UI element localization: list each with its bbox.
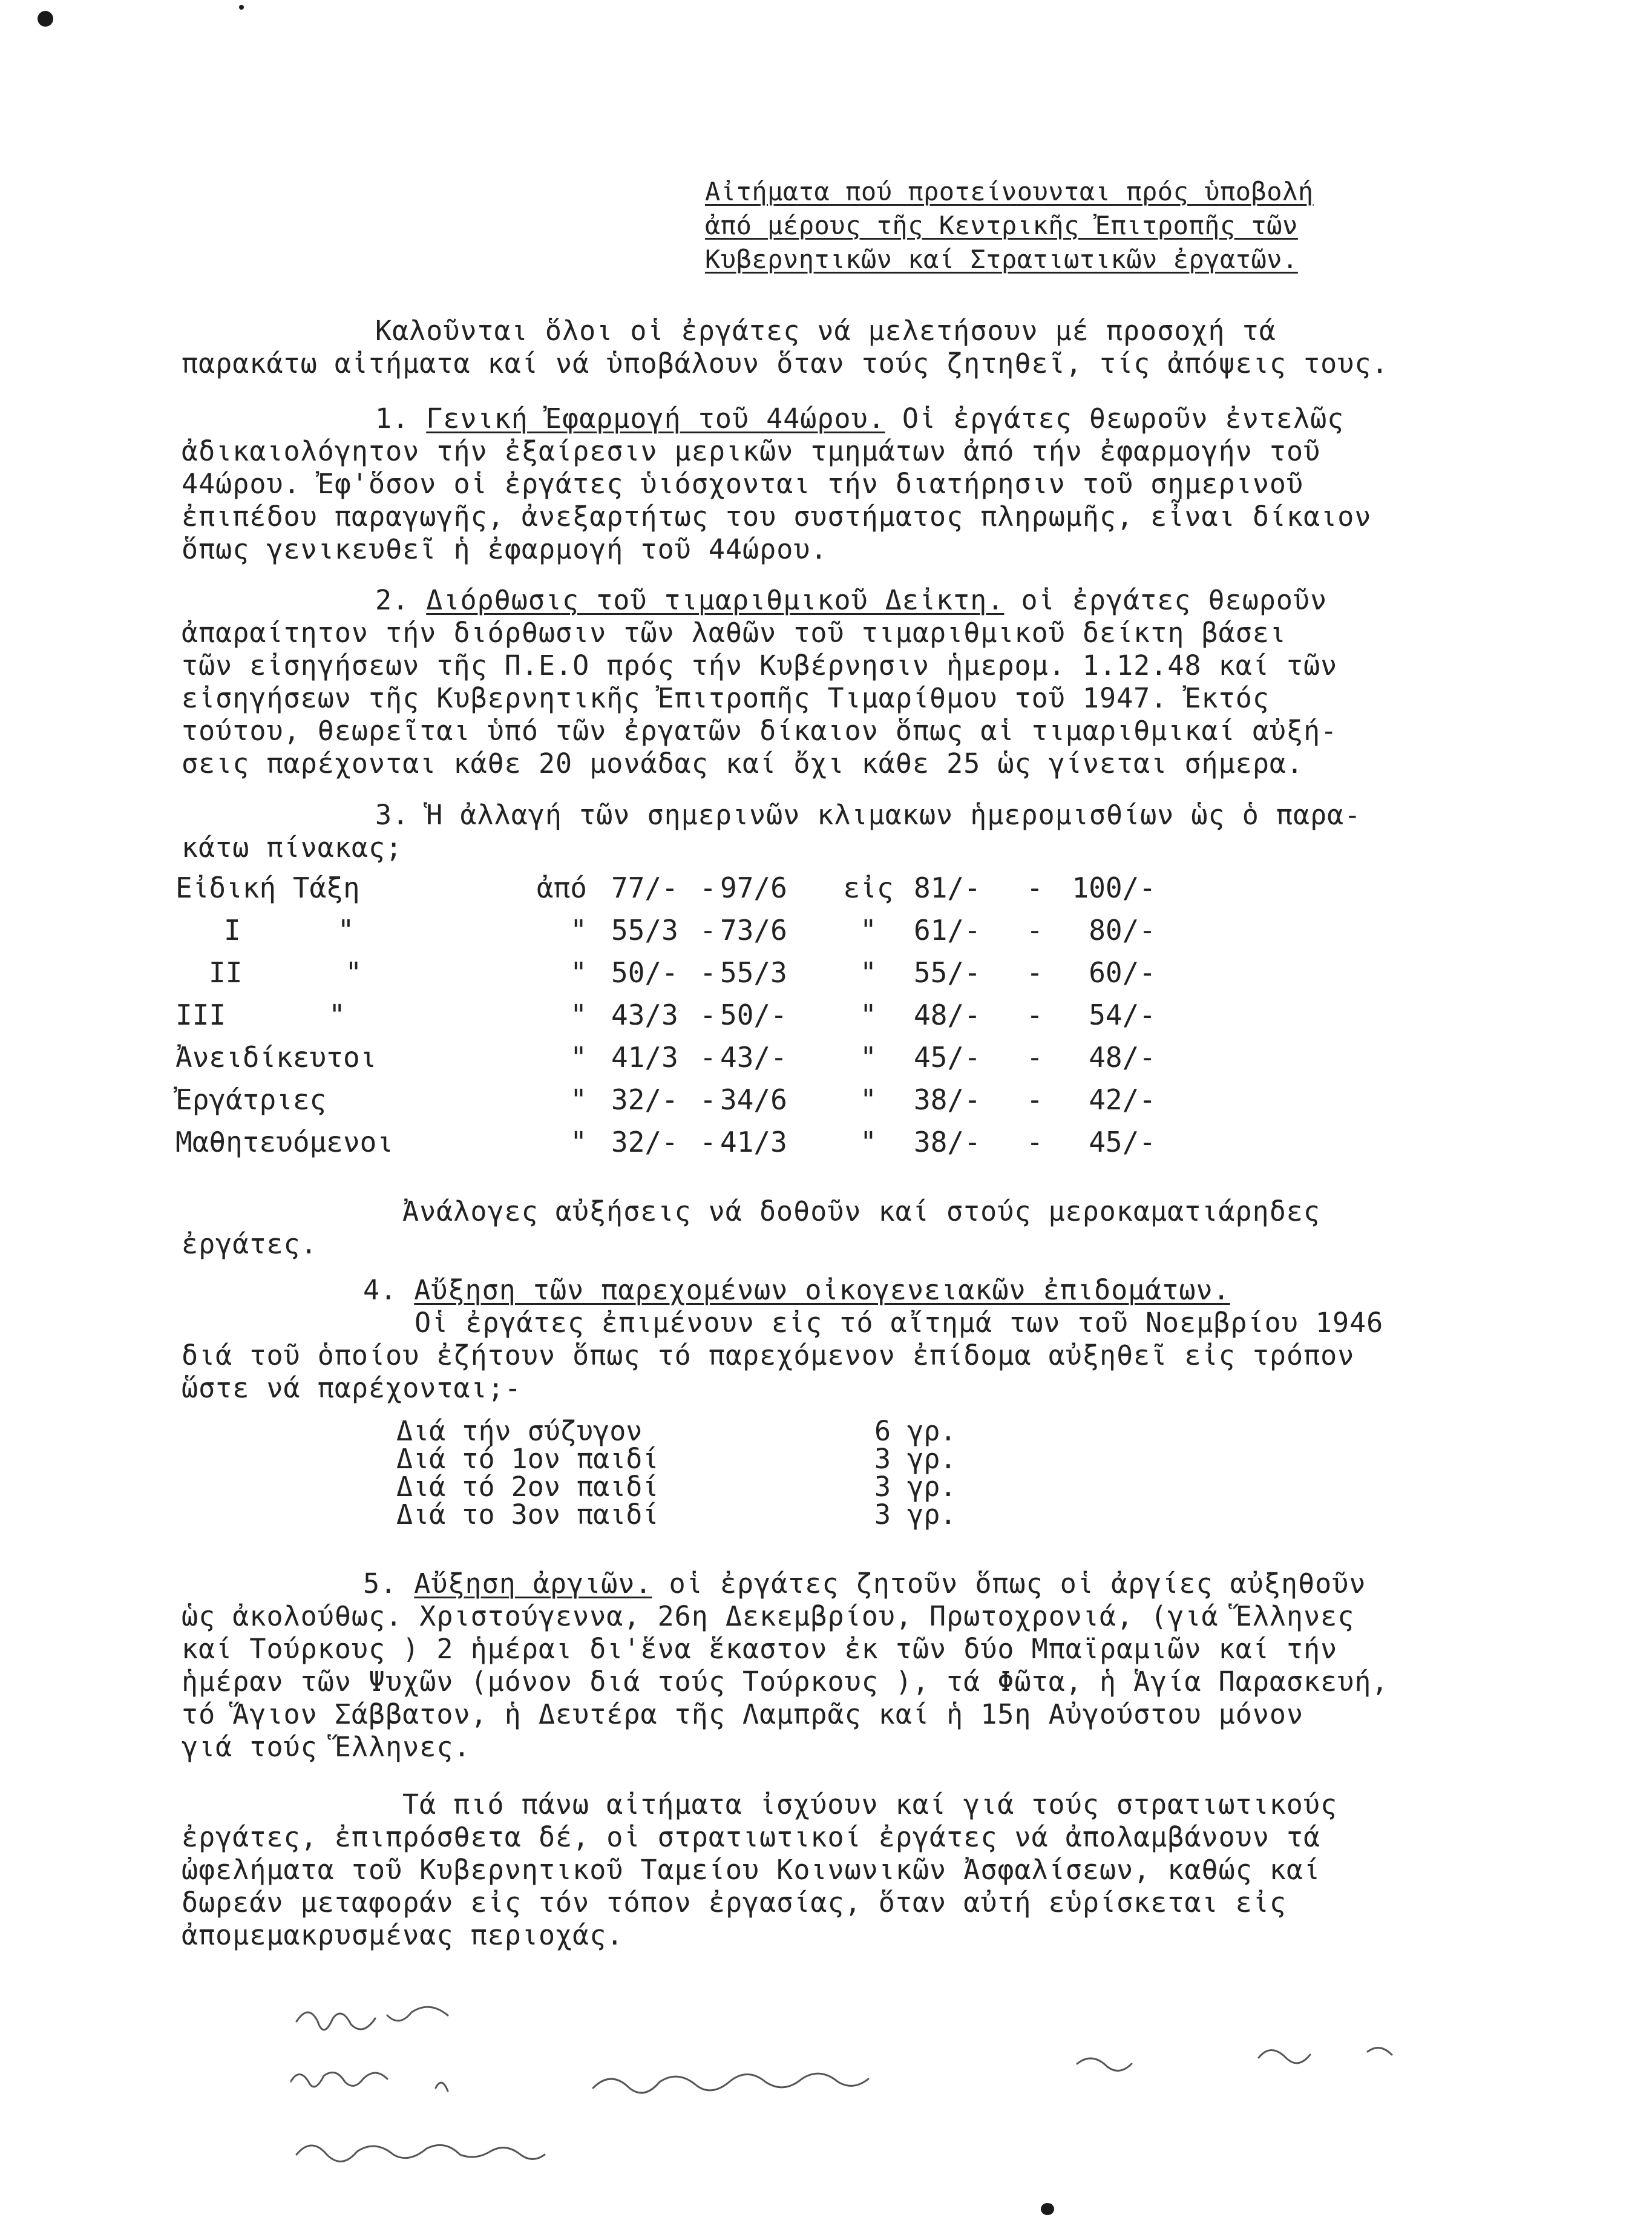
allowance-row — [396, 1501, 956, 1529]
category-cell — [175, 867, 514, 909]
category-cell — [175, 1121, 514, 1163]
category-cell — [175, 909, 514, 951]
new-min-cell: 38/- — [914, 1083, 981, 1116]
dash-cell: - — [1026, 999, 1043, 1031]
old-max-cell: 34/6 — [720, 1083, 787, 1116]
section-heading: Διόρθωσις τοῦ τιμαριθμικοῦ Δεἰκτη. — [426, 584, 1005, 616]
section-3-after — [182, 1195, 1489, 1261]
old-min-cell: 55/3 — [611, 914, 678, 947]
wage-row — [175, 1036, 1156, 1078]
text-line: τό Ἅγιον Σάββατον, ἡ Δευτέρα τῆς Λαμπρᾶς καί ἡ 15η Αὐγούστου μόνον — [182, 1698, 1304, 1730]
text-line: διά τοῦ ὁποίου ἐζήτουν ὅπως τό παρεχόμενον ἐπίδομα αὐξηθεῖ εἰς τρόπον — [182, 1339, 1355, 1371]
dash-cell: - — [1026, 1126, 1043, 1158]
text-line: ὥστε νά παρέχονται;- — [182, 1372, 522, 1404]
closing-paragraph — [182, 1788, 1489, 1952]
text-line: γιά τούς Ἕλληνες. — [182, 1731, 471, 1763]
text-line: ὡς ἀκολούθως. Χριστούγεννα, 26η Δεκεμβρίου, Πρωτοχρονιά, (γιά Ἕλληνες — [182, 1600, 1355, 1632]
old-max-cell: 97/6 — [720, 872, 787, 904]
text-line: 44ώρου. Ἐφ'ὅσον οἱ ἐργάτες ὑιόσχονται τήν διατήρησιν τοῦ σημερινοῦ — [182, 468, 1304, 500]
old-min-cell: 41/3 — [611, 1041, 678, 1074]
wage-row — [175, 951, 1156, 994]
old-max-cell: 43/- — [720, 1041, 787, 1074]
text-fragment: Ἡ ἀλλαγή τῶν σημερινῶν κλιμακων ἡμερομισθίων ὡς ὁ παρα- — [426, 799, 1362, 831]
text-line: ἀπομεμακρυσμένας περιοχάς. — [182, 1919, 624, 1951]
text-line: ἀδικαιολόγητον τήν ἐξαίρεσιν μερικῶν τμημάτων ἀπό τήν ἐφαρμογήν τοῦ — [182, 435, 1321, 467]
new-max-cell: 54/- — [1089, 999, 1156, 1031]
new-min-cell: 48/- — [914, 999, 981, 1031]
allowance-label: Διά τό 2ον παιδί — [396, 1471, 659, 1503]
old-min-cell: 77/- — [611, 872, 678, 904]
from-cell: " — [570, 1083, 587, 1116]
dash-cell: - — [700, 999, 716, 1031]
allowance-row — [396, 1417, 956, 1445]
text-fragment: οἱ ἐργάτες ζητοῦν ὅπως οἱ ἀργίες αὐξηθοῦν — [669, 1568, 1366, 1600]
text-line: Τά πιό πάνω αἰτήματα ἰσχύουν καί γιά τούς στρατιωτικούς — [402, 1788, 1338, 1820]
old-min-cell: 32/- — [611, 1083, 678, 1116]
to-cell: εἰς — [843, 872, 894, 904]
section-heading: Γενική Ἐφαρμογή τοῦ 44ώρου. — [426, 402, 885, 435]
ditto-mark: " — [345, 956, 362, 989]
new-max-cell: 60/- — [1089, 956, 1156, 989]
title-line: ἀπό μέρους τῆς Κεντρικῆς Ἐπιτροπῆς τῶν — [705, 211, 1298, 240]
allowance-row — [396, 1445, 956, 1473]
from-cell: " — [570, 999, 587, 1031]
new-max-cell: 45/- — [1089, 1126, 1156, 1158]
scan-speck — [38, 11, 53, 27]
dash-cell: - — [700, 914, 716, 947]
document-title — [705, 176, 1492, 277]
old-min-cell: 50/- — [611, 956, 678, 989]
category-cell — [175, 994, 514, 1036]
wage-row — [175, 1078, 1156, 1121]
category-label: I — [224, 914, 241, 947]
old-max-cell: 55/3 — [720, 956, 787, 989]
new-min-cell: 61/- — [914, 914, 981, 947]
to-cell: " — [860, 956, 877, 989]
text-line: ὅπως γενικευθεῖ ἡ ἐφαρμογή τοῦ 44ώρου. — [182, 533, 828, 565]
allowance-amount: 3 γρ. — [874, 1499, 957, 1531]
section-number: 2. — [375, 584, 410, 616]
text-line: ἐργάτες, ἐπιπρόσθετα δέ, οἱ στρατιωτικοί ἐργάτες νά ἀπολαμβάνουν τά — [182, 1821, 1321, 1853]
section-5 — [182, 1568, 1489, 1764]
scan-speck — [239, 5, 244, 10]
text-line: εἰσηγήσεων τῆς Κυβερνητικῆς Ἐπιτροπῆς Τιμαρίθμου τοῦ 1947. Ἐκτός — [182, 682, 1270, 714]
wage-row — [175, 994, 1156, 1036]
old-min-cell: 43/3 — [611, 999, 678, 1031]
new-max-cell: 42/- — [1089, 1083, 1156, 1116]
section-heading: Αὔξηση ἀργιῶν. — [414, 1568, 652, 1600]
dash-cell: - — [1026, 956, 1043, 989]
section-number: 3. — [375, 799, 410, 831]
handwriting-scribble — [290, 1991, 1501, 2185]
category-label: Εἰδική Τάξη — [175, 872, 360, 904]
dash-cell: - — [700, 872, 716, 904]
wage-row — [175, 867, 1156, 909]
new-min-cell: 38/- — [914, 1126, 981, 1158]
old-max-cell: 41/3 — [720, 1126, 787, 1158]
category-label: II — [209, 956, 243, 989]
dash-cell: - — [1026, 872, 1043, 904]
allowance-list — [396, 1417, 956, 1529]
allowance-amount: 3 γρ. — [874, 1443, 957, 1475]
allowance-amount: 3 γρ. — [874, 1471, 957, 1503]
section-heading: Αὔξηση τῶν παρεχομένων οἰκογενειακῶν ἐπιδομάτων. — [414, 1274, 1230, 1306]
text-fragment: οἱ ἐργάτες θεωροῦν — [1021, 584, 1328, 616]
from-cell: " — [570, 956, 587, 989]
to-cell: " — [860, 1126, 877, 1158]
allowance-label: Διά το 3ον παιδί — [396, 1499, 659, 1531]
dash-cell: - — [1026, 914, 1043, 947]
text-line: τῶν εἰσηγήσεων τῆς Π.Ε.Ο πρός τήν Κυβέρνησιν ἡμερομ. 1.12.48 καί τῶν — [182, 649, 1338, 681]
from-cell: " — [570, 914, 587, 947]
section-1 — [182, 402, 1489, 566]
from-cell: ἀπό — [536, 872, 587, 904]
new-min-cell: 81/- — [914, 872, 981, 904]
allowance-row — [396, 1473, 956, 1501]
title-line: Κυβερνητικῶν καί Στρατιωτικῶν ἐργατῶν. — [705, 245, 1298, 274]
wage-row — [175, 909, 1156, 951]
text-line: Ἀνάλογες αὐξήσεις νά δοθοῦν καί στούς μεροκαματιάρηδες — [402, 1195, 1320, 1227]
intro-paragraph — [182, 315, 1489, 380]
wage-row — [175, 1121, 1156, 1163]
text-line: Οἱ ἐργάτες ἐπιμένουν εἰς τό αἴτημά των τοῦ Νοεμβρίου 1946 — [415, 1307, 1384, 1339]
handwritten-notes — [290, 1991, 1501, 2185]
text-line: ἡμέραν τῶν Ψυχῶν (μόνον διά τούς Τούρκους ), τά Φῶτα, ἡ Ἁγία Παρασκευή, — [182, 1666, 1389, 1698]
dash-cell: - — [1026, 1041, 1043, 1074]
to-cell: " — [860, 914, 877, 947]
category-cell — [175, 1078, 514, 1121]
dash-cell: - — [700, 1083, 716, 1116]
text-line: ἐργάτες. — [182, 1228, 318, 1260]
text-line: ἀπαραίτητον τήν διόρθωσιν τῶν λαθῶν τοῦ τιμαριθμικοῦ δείκτη βάσει — [182, 617, 1287, 649]
from-cell: " — [570, 1126, 587, 1158]
category-label: Ἐργάτριες — [175, 1083, 327, 1116]
text-line: τούτου, θεωρεῖται ὑπό τῶν ἐργατῶν δίκαιον ὅπως αἱ τιμαριθμικαί αὐξή- — [182, 715, 1338, 747]
ditto-mark: " — [337, 914, 355, 947]
text-line: ὠφελήματα τοῦ Κυβερνητικοῦ Ταμείου Κοινωνικῶν Ἀσφαλίσεων, καθώς καί — [182, 1854, 1321, 1886]
allowance-label: Διά τήν σύζυγον — [396, 1415, 643, 1447]
category-label: Ἀνειδίκευτοι — [175, 1041, 377, 1074]
new-max-cell: 48/- — [1089, 1041, 1156, 1074]
section-3 — [182, 799, 1489, 864]
dash-cell: - — [1026, 1083, 1043, 1116]
category-cell — [175, 1036, 514, 1078]
wage-table — [175, 867, 1156, 1163]
old-min-cell: 32/- — [611, 1126, 678, 1158]
text-fragment: Οἱ ἐργάτες θεωροῦν ἐντελῶς — [902, 402, 1345, 435]
ditto-mark: " — [329, 999, 346, 1031]
text-line: παρακάτω αἰτήματα καί νά ὑποβάλουν ὅταν τούς ζητηθεῖ, τίς ἀπόψεις τους. — [182, 347, 1389, 379]
section-4 — [182, 1274, 1489, 1405]
section-number: 4. — [363, 1274, 398, 1306]
category-label: Μαθητευόμενοι — [175, 1126, 394, 1158]
section-2 — [182, 584, 1489, 780]
new-max-cell: 80/- — [1089, 914, 1156, 947]
to-cell: " — [860, 1041, 877, 1074]
allowance-amount: 6 γρ. — [874, 1415, 957, 1447]
dash-cell: - — [700, 956, 716, 989]
dash-cell: - — [700, 1041, 716, 1074]
text-line: ἐπιπέδου παραγωγῆς, ἀνεξαρτήτως του συστήματος πληρωμῆς, εἶναι δίκαιον — [182, 501, 1372, 533]
category-label: III — [175, 999, 226, 1031]
old-max-cell: 50/- — [720, 999, 787, 1031]
old-max-cell: 73/6 — [720, 914, 787, 947]
text-line: σεις παρέχονται κάθε 20 μονάδας καί ὄχι κάθε 25 ὡς γίνεται σήμερα. — [182, 747, 1304, 780]
text-line: δωρεάν μεταφοράν εἰς τόν τόπον ἐργασίας, ὅταν αὐτή εὑρίσκεται εἰς — [182, 1886, 1287, 1919]
section-number: 1. — [375, 402, 410, 435]
title-line: Αἰτήματα πού προτείνουνται πρός ὑποβολή — [705, 177, 1314, 206]
allowance-label: Διά τό 1ον παιδί — [396, 1443, 659, 1475]
section-number: 5. — [363, 1568, 398, 1600]
text-line: κάτω πίνακας; — [182, 832, 403, 864]
from-cell: " — [570, 1041, 587, 1074]
to-cell: " — [860, 999, 877, 1031]
new-min-cell: 45/- — [914, 1041, 981, 1074]
category-cell — [175, 951, 514, 994]
text-line: καί Τούρκους ) 2 ἡμέραι δι'ἕνα ἕκαστον ἐκ τῶν δύο Μπαϊραμιῶν καί τήν — [182, 1633, 1338, 1665]
to-cell: " — [860, 1083, 877, 1116]
scan-speck — [1041, 2203, 1054, 2215]
new-max-cell: 100/- — [1072, 872, 1156, 904]
new-min-cell: 55/- — [914, 956, 981, 989]
text-line: Καλοῦνται ὅλοι οἱ ἐργάτες νά μελετήσουν μέ προσοχή τά — [375, 315, 1276, 347]
dash-cell: - — [700, 1126, 716, 1158]
